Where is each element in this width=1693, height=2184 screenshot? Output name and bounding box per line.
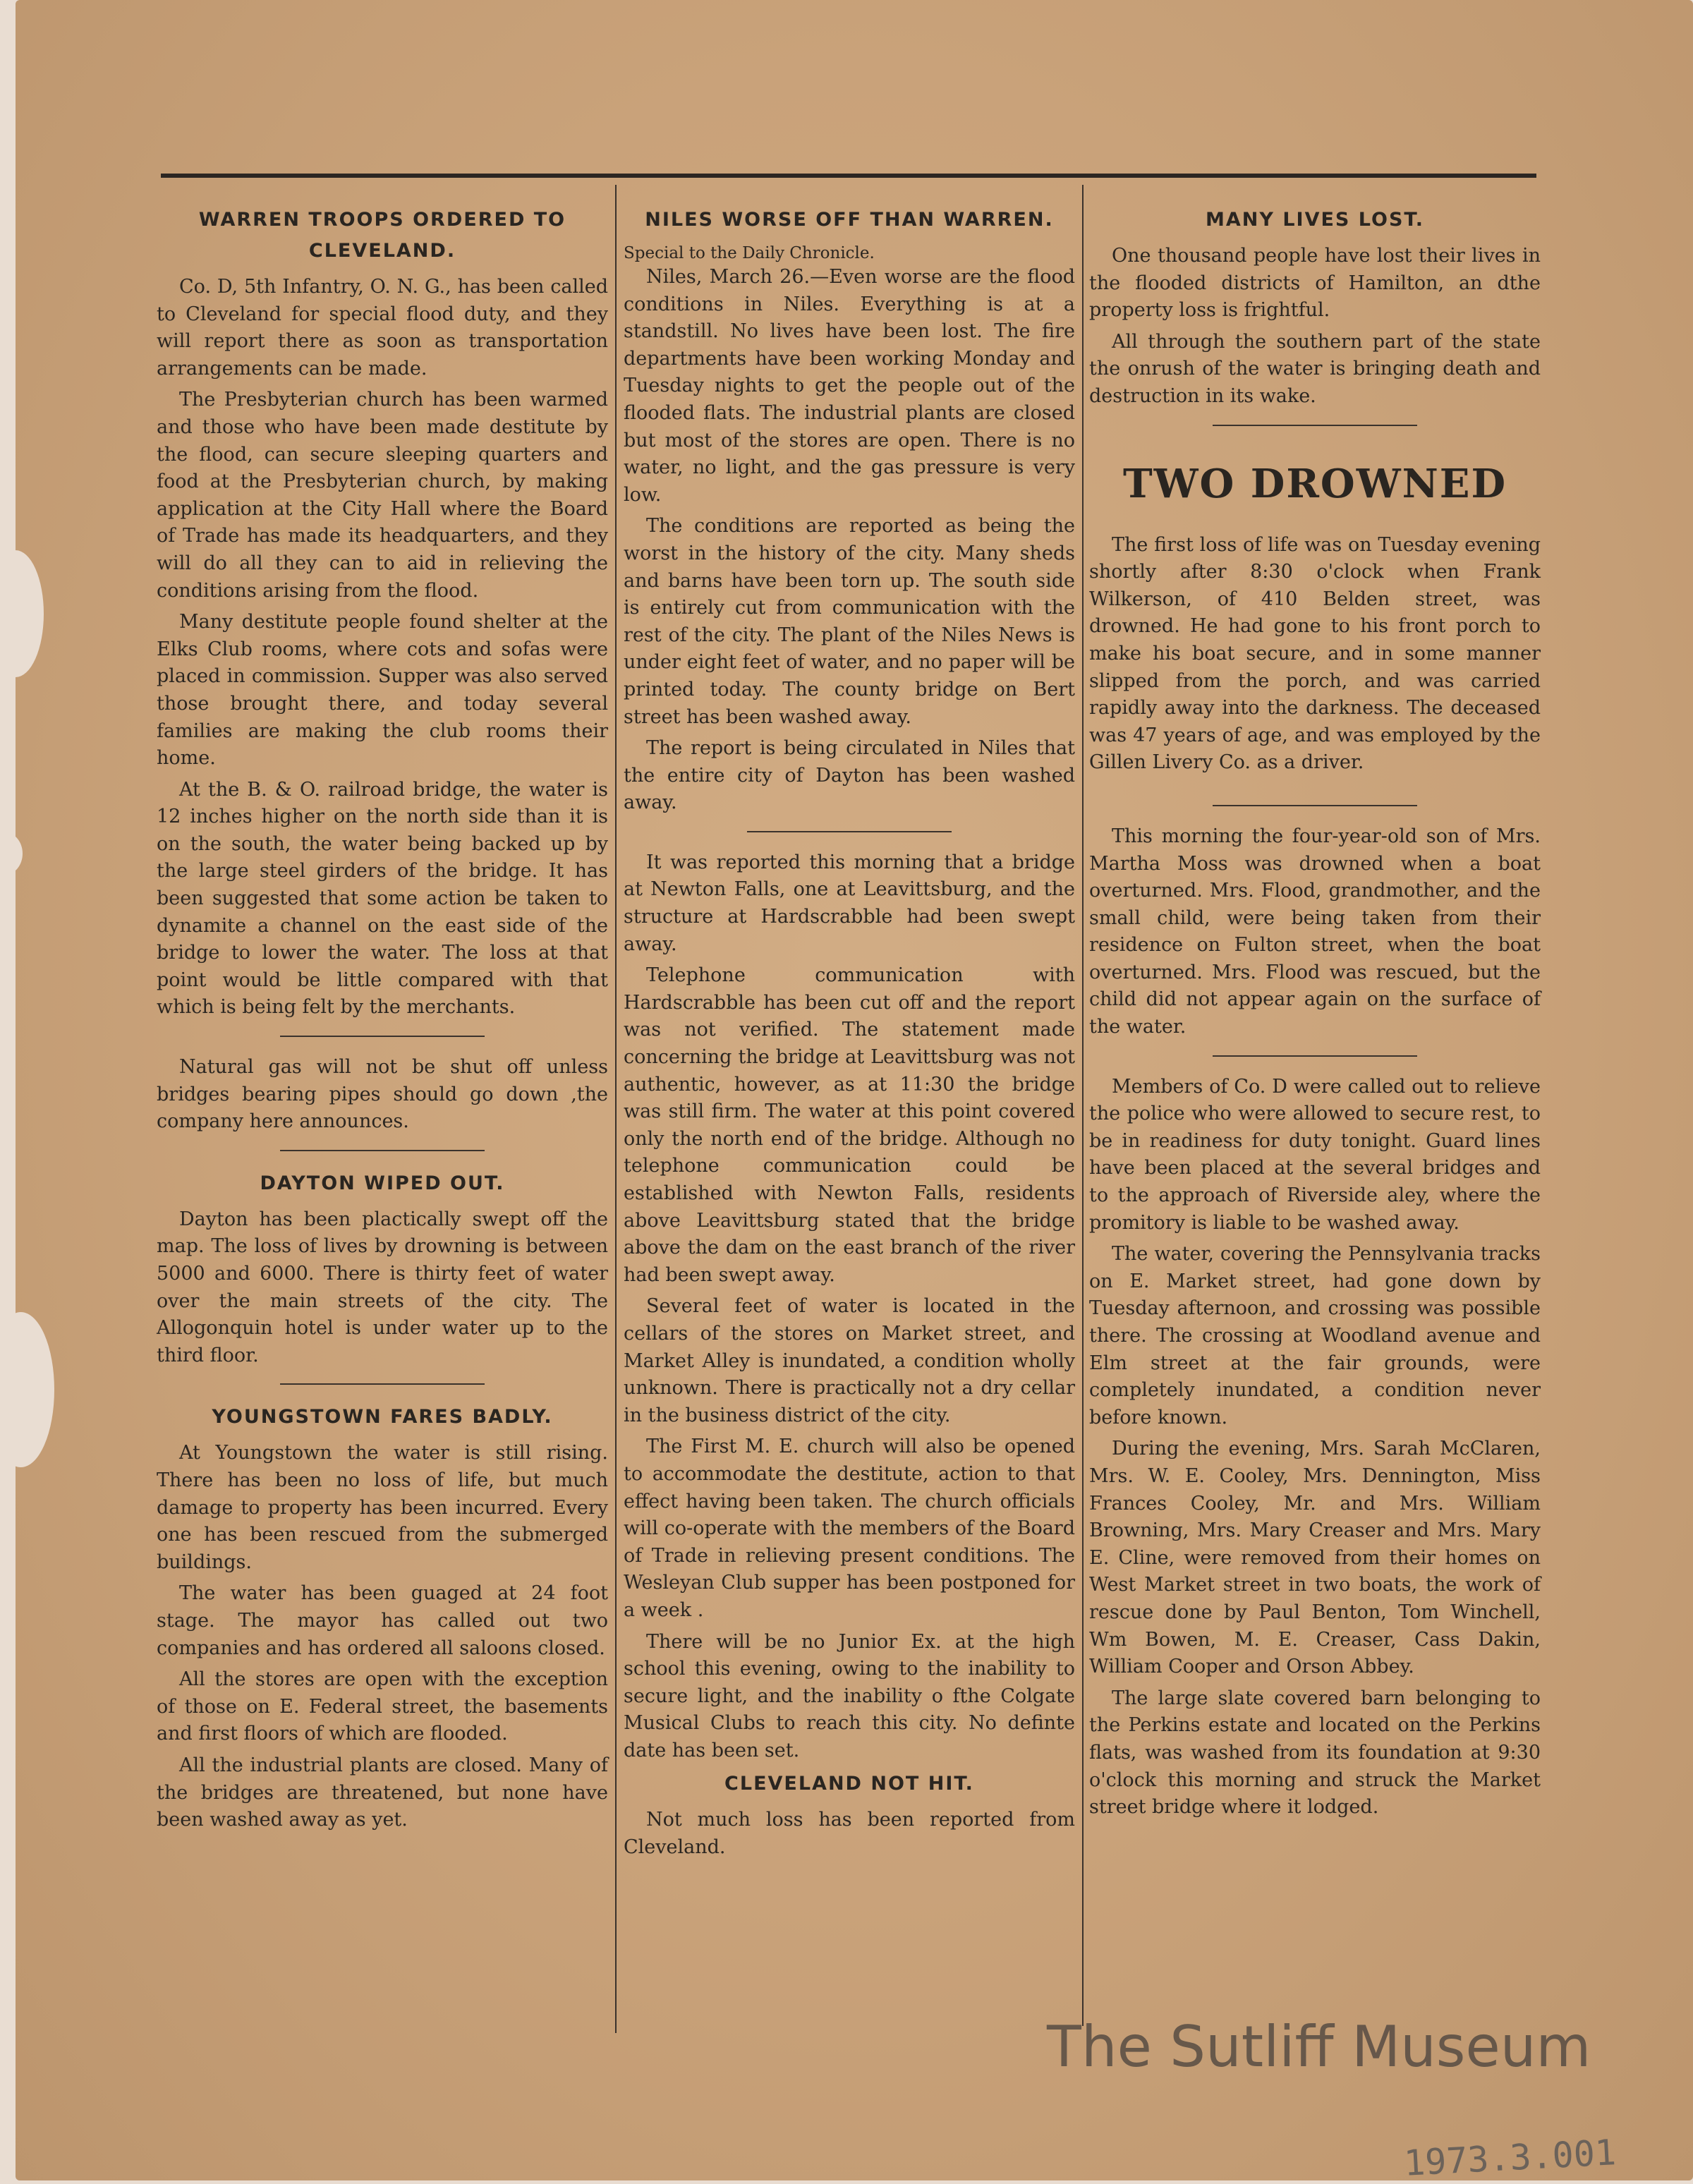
paragraph: Several feet of water is located in the cellars of the stores on Market street, and Market Alley is inundated, a condition wholly unknown. There is practically not a dry cellar in the business district of the city. [624,1295,1075,1426]
paragraph: Co. D, 5th Infantry, O. N. G., has been called to Cleveland for special flood duty, and they will report there as soon as transportation arrangements can be made. [157,276,608,380]
torn-edge [0,1312,54,1467]
paragraph: All the stores are open with the exception of those on E. Federal street, the basements and first floors of which are flooded. [157,1668,608,1745]
headline-cleveland: CLEVELAND NOT HIT. [724,1773,974,1795]
torn-edge [0,550,44,677]
column-2 [624,205,1075,1866]
paragraph: The water has been guaged at 24 foot stage. The mayor has called out two companies and has ordered all saloons closed. [157,1582,608,1659]
paragraph: Dayton has been plactically swept off the map. The loss of lives by drowning is between 5000 and 6000. There is thirty feet of water over the main streets of the city. The Allogonquin hotel is under water up to the third floor. [157,1208,608,1366]
paragraph: All through the southern part of the state the onrush of the water is bringing death and destruction in its wake. [1089,330,1541,407]
paragraph: The report is being circulated in Niles that the entire city of Dayton has been washed away. [624,737,1075,814]
headline-youngstown: YOUNGSTOWN FARES BADLY. [212,1406,553,1428]
paragraph: Many destitute people found shelter at the Elks Club rooms, where cots and sofas were placed in commission. Supper was also served those brought there, and today several families are making the club rooms their home. [157,611,608,770]
column-rule [1082,185,1084,2026]
paragraph: At Youngstown the water is still rising. There has been no loss of life, but much damage to property has been incurred. Every one has been rescued from the submerged buildings. [157,1442,608,1573]
headline-many-lives: MANY LIVES LOST. [1206,209,1424,231]
separator-rule [1213,425,1417,426]
separator-rule [1213,805,1417,806]
column-rule [615,185,617,2033]
headline-warren-troops: WARREN TROOPS ORDERED TO CLEVELAND. [198,209,566,262]
credit-line: Special to the Daily Chronicle. [624,244,875,262]
paragraph: Not much loss has been reported from Cleveland. [624,1809,1075,1859]
paragraph: Niles, March 26.—Even worse are the flood conditions in Niles. Everything is at a standstill. No lives have been lost. The fire departments have been working Monday and Tuesday nights to get the people out of the flooded flats. The industrial plants are closed but most of the stores are open. There is no water, no light, and the gas pressure is very low. [624,266,1075,506]
headline-dayton: DAYTON WIPED OUT. [260,1172,505,1194]
paragraph: The first loss of life was on Tuesday evening shortly after 8:30 o'clock when Frank Wilkerson, of 410 Belden street, was drowned. He had gone to his front porch to make his boat secure, and in some manner slipped from the porch, and was carried rapidly away into the darkness. The deceased was 47 years of age, and was employed by the Gillen Livery Co. as a driver. [1089,533,1541,774]
paragraph: Members of Co. D were called out to relieve the police who were allowed to secure rest, to be in readiness for duty tonight. Guard lines have been placed at the several bridges and to the approach of Riverside aley, where the promitory is liable to be washed away. [1089,1075,1541,1234]
paragraph: All the industrial plants are closed. Many of the bridges are threatened, but none have been washed away as yet. [157,1754,608,1831]
headline-two-drowned: TWO DROWNED [1122,460,1507,507]
paragraph: The large slate covered barn belonging to the Perkins estate and located on the Perkins flats, was washed from its foundation at 9:30 o'clock this morning and struck the Market street bridge where it lodged. [1089,1687,1541,1819]
paragraph: The conditions are reported as being the worst in the history of the city. Many sheds and barns have been torn up. The south side is entirely cut from communication with the rest of the city. The plant of the Niles News is under eight feet of water, and no paper will be printed today. The county bridge on Bert street has been washed away. [624,515,1075,728]
paragraph: Natural gas will not be shut off unless bridges bearing pipes should go down ,the company here announces. [157,1056,608,1133]
separator-rule [280,1383,485,1385]
column-3 [1089,205,1541,1826]
paragraph: At the B. & O. railroad bridge, the water is 12 inches higher on the north side than it is on the south, the water being backed up by the large steel girders of the bridge. It has been suggested that some action be taken to dynamite a channel on the east side of the bridge to lower the water. The loss at that point would be little compared with that which is being felt by the merchants. [157,778,608,1019]
headline-niles: NILES WORSE OFF THAN WARREN. [645,209,1054,231]
paragraph: Telephone communication with Hardscrabble has been cut off and the report was not verified. The statement made concerning the bridge at Leavittsburg was not authentic, however, as at 11:30 the bridge was still firm. The water at this point covered only the north end of the bridge. Although no telephone communication could be established with Newton Falls, residents above Leavittsburg stated that the bridge above the dam on the east branch of the river had been swept away. [624,964,1075,1286]
paragraph: The water, covering the Pennsylvania tracks on E. Market street, had gone down by Tuesday afternoon, and crossing was possible there. The crossing at Woodland avenue and Elm street at the fair grounds, were completely inundated, a condition never before known. [1089,1243,1541,1428]
paragraph: It was reported this morning that a bridge at Newton Falls, one at Leavittsburg, and the structure at Hardscrabble had been swept away. [624,851,1075,955]
museum-watermark: The Sutliff Museum [1047,2014,1591,2080]
column-1 [157,205,608,1838]
catalog-number: 1973.3.001 [1402,2132,1618,2184]
paragraph: One thousand people have lost their lives in the flooded districts of Hamilton, an dthe property loss is frightful. [1089,245,1541,322]
separator-rule [747,831,952,832]
paragraph: The Presbyterian church has been warmed and those who have been made destitute by the flood, can secure sleeping quarters and food at the Presbyterian church, by making application at the City Hall where the Board of Trade has made its headquarters, and they will do all they can to aid in relieving the conditions arising from the flood. [157,389,608,602]
paragraph: The First M. E. church will also be opened to accommodate the destitute, action to that effect having been taken. The church officials will co-operate with the members of the Board of Trade in relieving present conditions. The Wesleyan Club supper has been postponed for a week . [624,1436,1075,1621]
top-rule [161,174,1536,178]
paragraph: During the evening, Mrs. Sarah McClaren, Mrs. W. E. Cooley, Mrs. Dennington, Miss Frances Cooley, Mr. and Mrs. William Browning, Mrs. Mary Creaser and Mrs. Mary E. Cline, were removed from their homes on West Market street in two boats, the work of rescue done by Paul Benton, Tom Winchell, Wm Bowen, M. E. Creaser, Cass Dakin, William Cooper and Orson Abbey. [1089,1438,1541,1678]
torn-edge [0,832,23,875]
paragraph: There will be no Junior Ex. at the high school this evening, owing to the inability to secure light, and the inability o fthe Colgate Musical Clubs to reach this city. No definte date has been set. [624,1630,1075,1761]
separator-rule [280,1150,485,1151]
separator-rule [280,1036,485,1037]
separator-rule [1213,1055,1417,1057]
paragraph: This morning the four-year-old son of Mrs. Martha Moss was drowned when a boat overturned. Mrs. Flood, grandmother, and the small child, were being taken from their residence on Fulton street, when the boat overturned. Mrs. Flood was rescued, but the child did not appear again on the surface of the water. [1089,825,1541,1038]
